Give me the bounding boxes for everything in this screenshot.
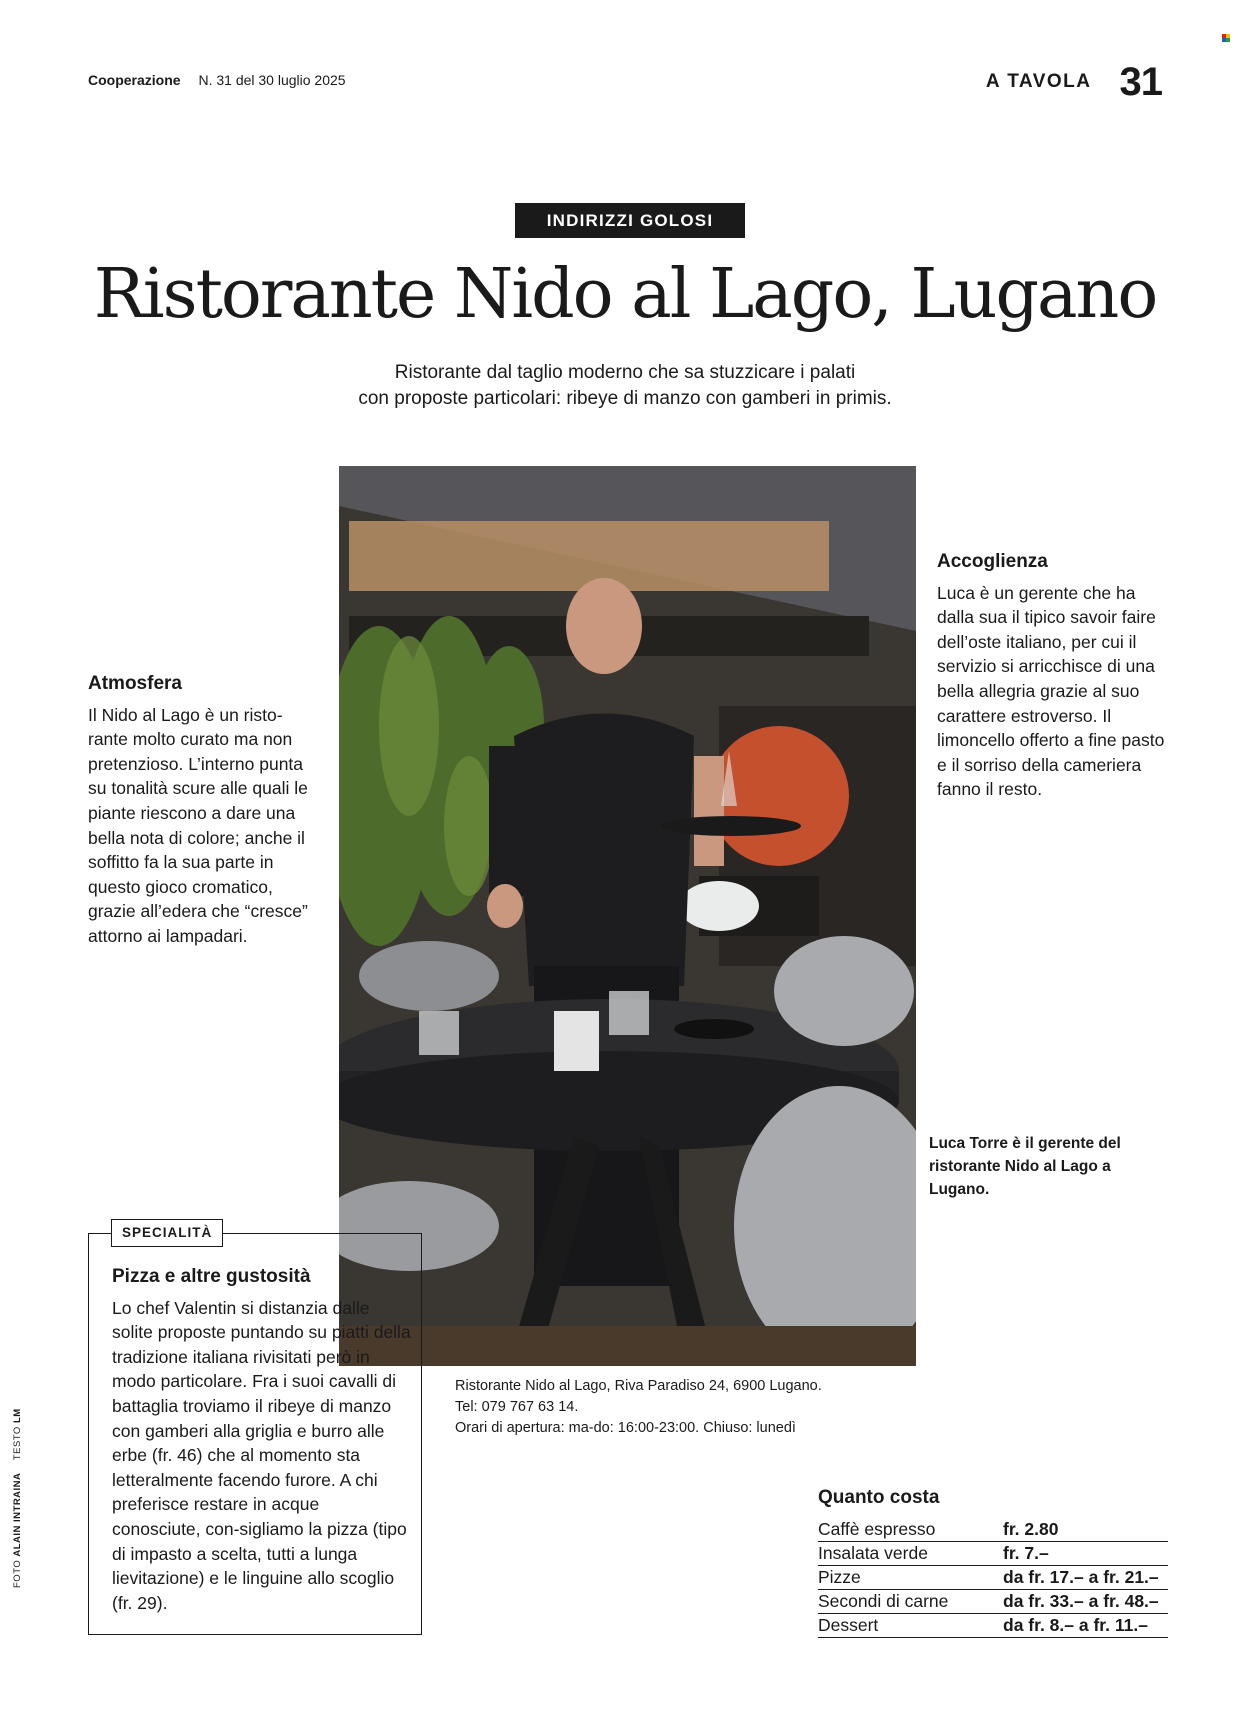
- price-value: fr. 7.–: [1003, 1543, 1049, 1563]
- price-table: [818, 1487, 1168, 1638]
- price-row: [818, 1590, 1168, 1614]
- price-row: [818, 1566, 1168, 1590]
- specialita-tag: SPECIALITÀ: [111, 1219, 223, 1247]
- price-item: Insalata verde: [818, 1543, 928, 1563]
- kicker-label: INDIRIZZI GOLOSI: [515, 203, 745, 238]
- specialita-heading: Pizza e altre gustosità: [112, 1266, 311, 1287]
- credit-photo-name: ALAIN INTRAINA: [12, 1472, 23, 1557]
- subtitle-line-2: con proposte particolari: ribeye di manzo con gamberi in primis.: [358, 388, 892, 409]
- price-item: Pizze: [818, 1567, 861, 1587]
- price-item: Dessert: [818, 1615, 879, 1635]
- publication-name: Cooperazione: [88, 72, 181, 88]
- subtitle-line-1: Ristorante dal taglio moderno che sa stuzzicare i palati: [394, 362, 856, 383]
- atmosfera-column: [88, 672, 308, 949]
- price-value: da fr. 17.– a fr. 21.–: [1003, 1567, 1159, 1587]
- atmosfera-heading: Atmosfera: [88, 673, 182, 694]
- issue-date: N. 31 del 30 luglio 2025: [198, 72, 346, 88]
- price-value: da fr. 33.– a fr. 48.–: [1003, 1591, 1159, 1611]
- price-heading: Quanto costa: [818, 1487, 940, 1508]
- restaurant-hours: Orari di apertura: ma-do: 16:00-23:00. Chiuso: lunedì: [455, 1420, 796, 1436]
- section-name: A TAVOLA: [985, 71, 1092, 92]
- price-value: fr. 2.80: [1003, 1519, 1059, 1539]
- specialita-content: [112, 1265, 412, 1615]
- credit-text-name: LM: [12, 1408, 23, 1424]
- photo-caption: Luca Torre è il gerente del ristorante Nido al Lago a Lugano.: [929, 1135, 1121, 1198]
- restaurant-phone: Tel: 079 767 63 14.: [455, 1399, 579, 1415]
- page-title: Ristorante Nido al Lago, Lugano: [93, 255, 1157, 334]
- accoglienza-text: Luca è un gerente che ha dalla sua il tipico savoir faire dell’oste italiano, per cui il servizio si arricchisce di una bella allegria grazie al suo carattere estroverso. Il limoncello offerto a fine pasto e il sorriso della cameriera fanno il resto.: [937, 582, 1165, 800]
- price-row: [818, 1542, 1168, 1566]
- page-header-left: [88, 72, 346, 88]
- price-row: [818, 1614, 1168, 1638]
- price-item: Caffè espresso: [818, 1519, 936, 1539]
- price-row: [818, 1518, 1168, 1542]
- photo-credits: [12, 1408, 23, 1588]
- accoglienza-heading: Accoglienza: [937, 551, 1048, 572]
- price-item: Secondi di carne: [818, 1591, 949, 1611]
- page-header-right: [986, 62, 1162, 102]
- credit-photo-label: FOTO: [12, 1559, 23, 1588]
- page-number: 31: [1119, 60, 1162, 104]
- specialita-text: Lo chef Valentin si distanzia dalle solite proposte puntando su piatti della tradizione italiana rivisitati però in modo particolare. Fra i suoi cavalli di battaglia troviamo il ribeye di manzo con gamberi alla griglia e burro alle erbe (fr. 46) che al momento sta letteralmente facendo furore. A chi preferisce restare in acque conosciute, con-sigliamo la pizza (tipo di impasto a scelta, tutti a lunga lievitazione) e le linguine allo scoglio (fr. 29).: [112, 1297, 411, 1613]
- credit-text-label: TESTO: [12, 1426, 23, 1461]
- color-registration-icon: [1222, 34, 1230, 42]
- price-value: da fr. 8.– a fr. 11.–: [1003, 1615, 1148, 1635]
- restaurant-address: Ristorante Nido al Lago, Riva Paradiso 24, 6900 Lugano.: [455, 1378, 822, 1394]
- restaurant-info: [455, 1376, 895, 1439]
- accoglienza-column: [937, 550, 1177, 802]
- restaurant-photo: [339, 466, 916, 1366]
- subtitle: [300, 360, 950, 412]
- atmosfera-text: Il Nido al Lago è un risto-rante molto curato ma non pretenzioso. L’interno punta su tonalità scure alle quali le piante riescono a dare una bella nota di colore; anche il soffitto fa la sua parte in questo gioco cromatico, grazie all’edera che “cresce” attorno ai lampadari.: [88, 704, 308, 946]
